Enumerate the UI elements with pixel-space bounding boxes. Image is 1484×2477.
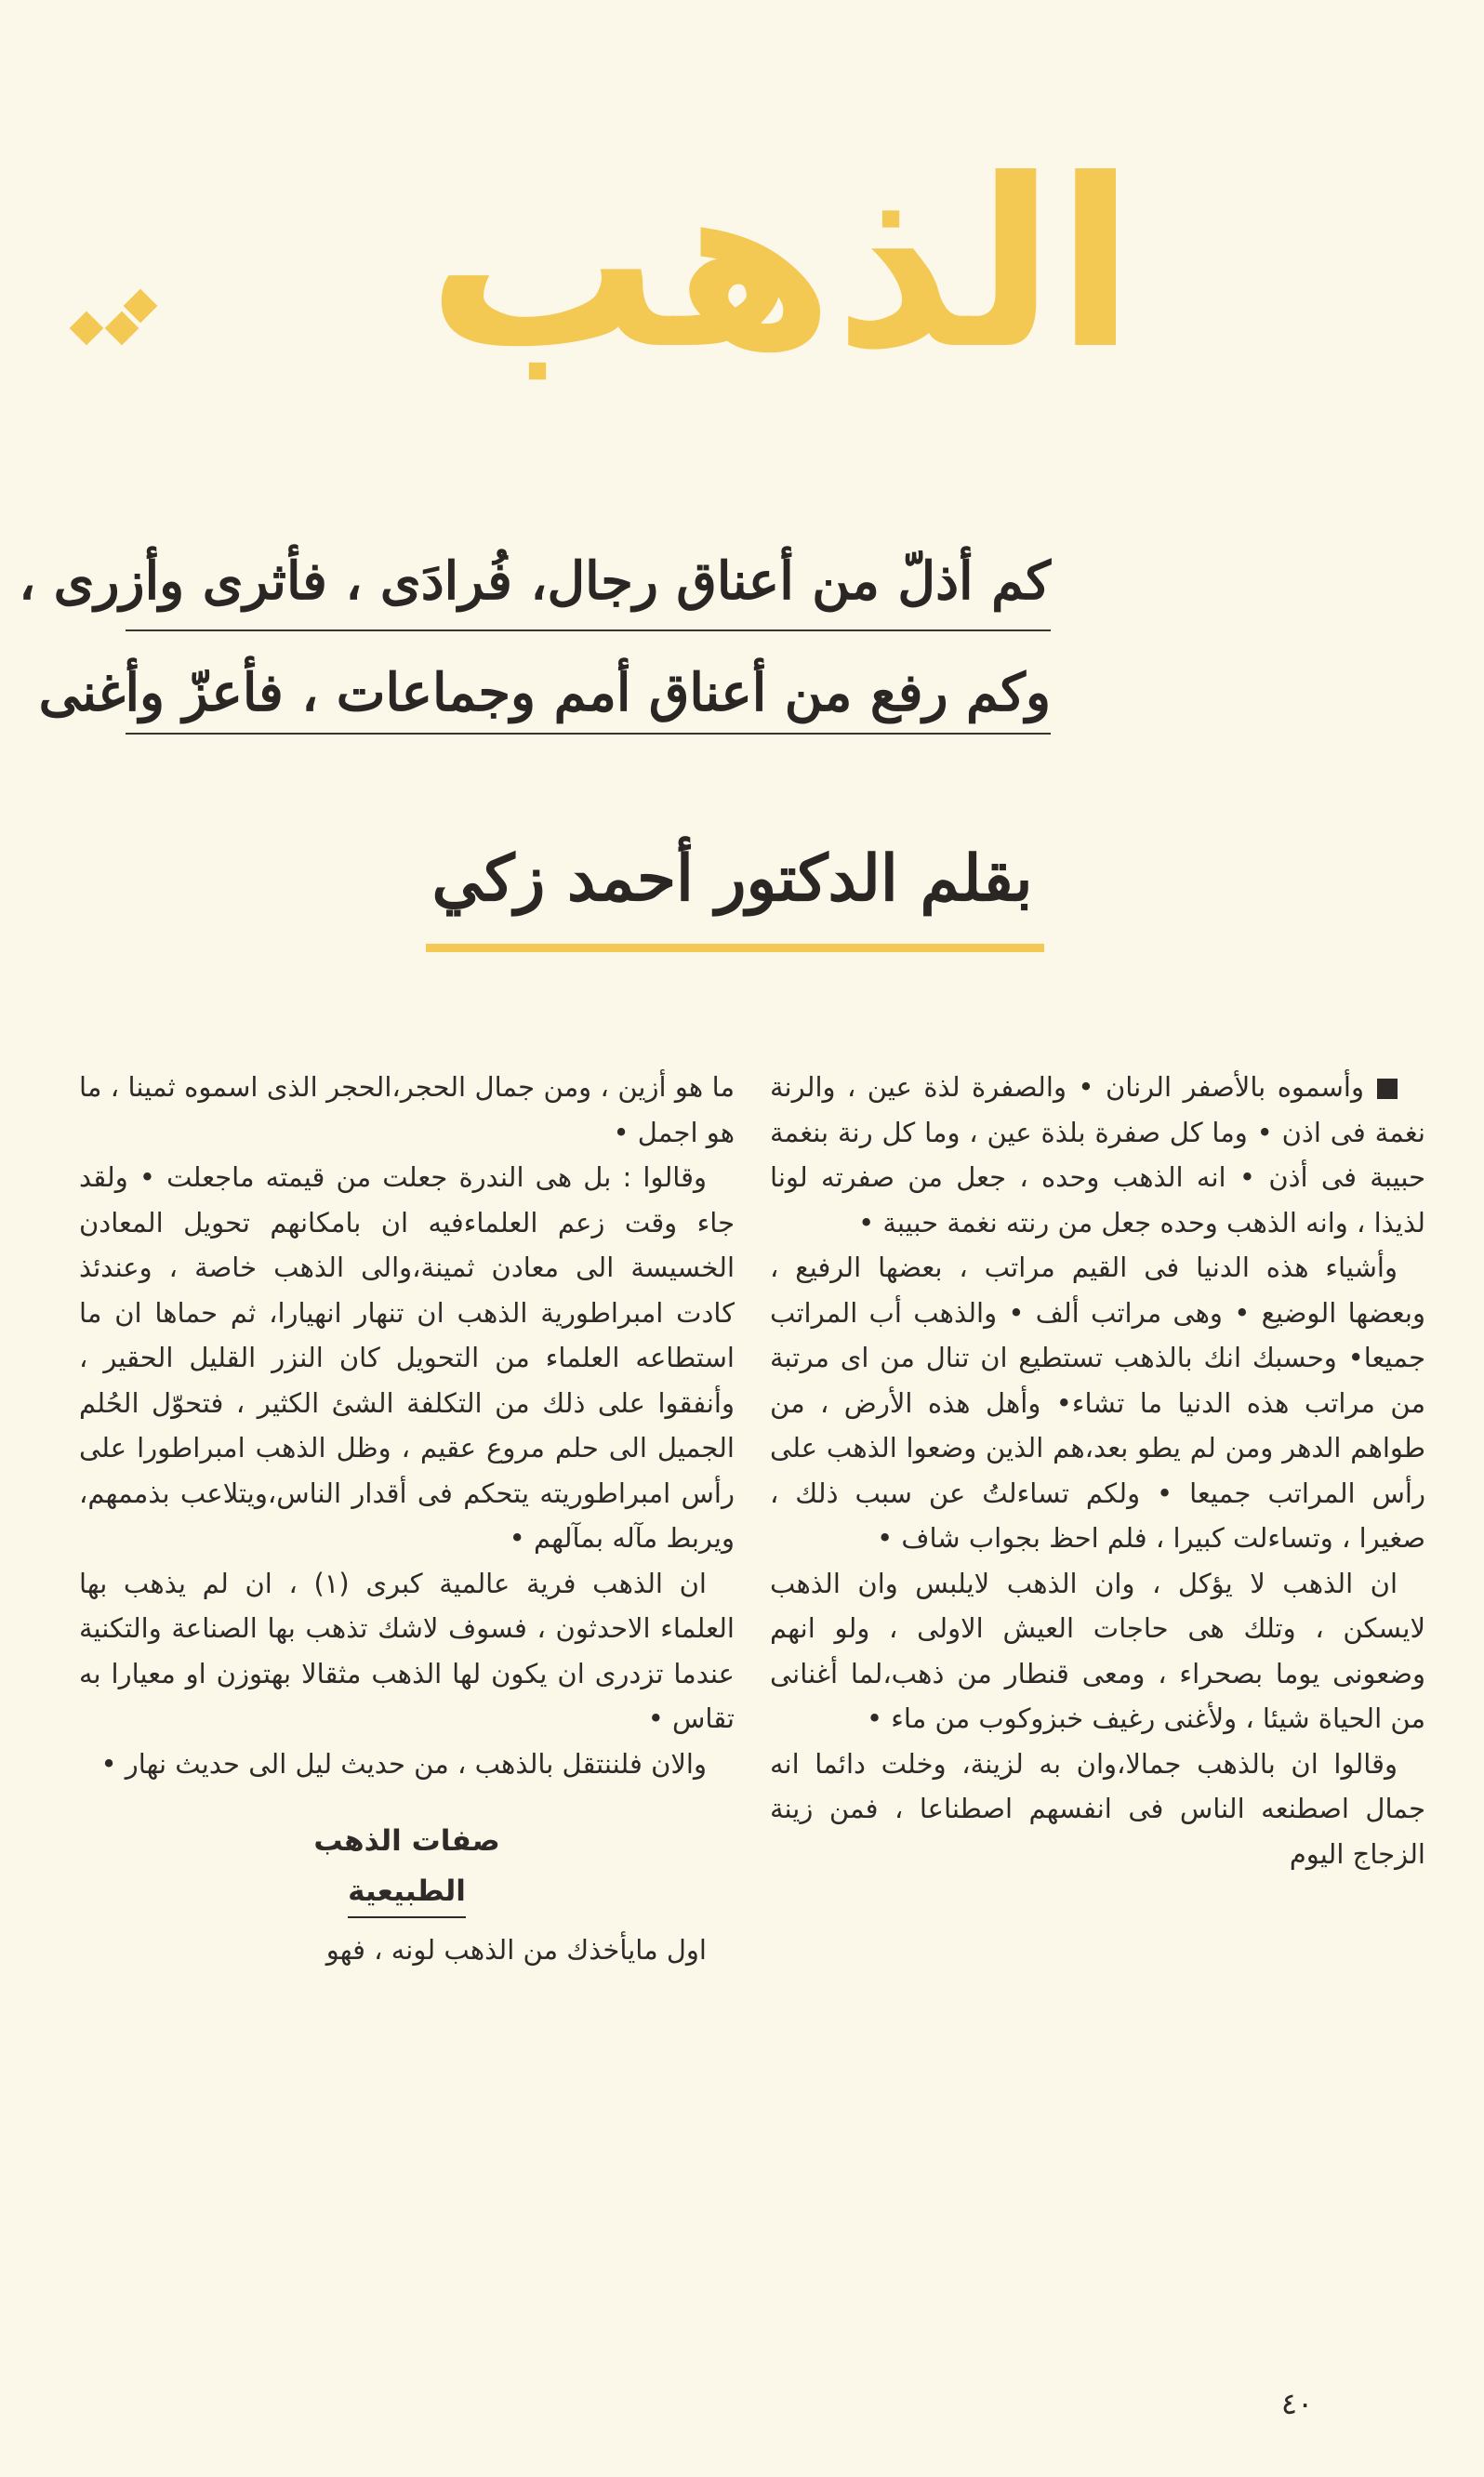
paragraph: وقالوا : بل هى الندرة جعلت من قيمته ماجعلت • ولقد جاء وقت زعم العلماءفيه ان بامكانهم تحويل المعادن الخسيسة الى معادن ثمينة،والى الذهب خاصة ، وعندئذ كادت امبراطورية الذهب ان تنهار انهيارا، ثم حماها ان ما استطاعه العلماء من التحويل كان النزر القليل الحقير ، وأنفقوا على ذلك من التكلفة الشئ الكثير ، فتحوّل الحُلم الجميل الى حلم مروع عقيم ، وظل الذهب امبراطورا على رأس امبراطوريته يتحكم فى أقدار الناس،ويتلاعب بذممهم، ويربط مآله بمآلهم • bbox=[79, 1161, 735, 1554]
epigraph-rule-2 bbox=[126, 733, 1051, 735]
title-ellipsis-dots bbox=[74, 298, 177, 353]
paragraph-marker-square bbox=[1377, 1079, 1398, 1099]
page-number: ٤٠ bbox=[1280, 2386, 1314, 2421]
paragraph: اول مايأخذك من الذهب لونه ، فهو bbox=[325, 1934, 707, 1966]
paragraph: ان الذهب فرية عالمية كبرى (١) ، ان لم يذهب بها العلماء الاحدثون ، فسوف لاشك تذهب بها الصناعة والتكنية عندما تزدرى ان يكون لها الذهب مثقالا بهتوزن او معيارا به تقاس • bbox=[79, 1567, 735, 1734]
paragraph: والان فلننتقل بالذهب ، من حديث ليل الى حديث نهار • bbox=[100, 1747, 707, 1780]
byline-underline bbox=[426, 944, 1044, 952]
section-subheading-wrap bbox=[79, 1866, 735, 1918]
section-subheading: الطبيعية bbox=[348, 1866, 466, 1918]
section-heading: صفات الذهب bbox=[313, 1824, 500, 1858]
right-text-column bbox=[770, 1065, 1425, 1876]
epigraph-rule-1 bbox=[126, 629, 1051, 631]
paragraph: وأسموه بالأصفر الرنان • والصفرة لذة عين ، والرنة نغمة فى اذن • وما كل صفرة بلذة عين ، وما كل رنة بنغمة حبيبة فى أذن • انه الذهب وحده ، جعل من صفرته لونا لذيذا ، وانه الذهب وحده جعل من رنته نغمة حبيبة • bbox=[770, 1071, 1425, 1238]
left-text-column bbox=[79, 1065, 735, 1973]
paragraph: ان الذهب لا يؤكل ، وان الذهب لايلبس وان الذهب لايسكن ، وتلك هى حاجات العيش الاولى ، ولو انهم وضعونى يوما بصحراء ، ومعى قنطار من ذهب،لما أغنانى من الحياة شيئا ، ولأغنى رغيف خبزوكوب من ماء • bbox=[770, 1567, 1425, 1734]
epigraph-line-1: كم أذلّ من أعناق رجال، فُرادَى ، فأثرى وأزرى ، bbox=[19, 550, 1051, 612]
epigraph-line-2: وكم رفع من أعناق أمم وجماعات ، فأعزّ وأغنى bbox=[38, 662, 1051, 723]
paragraph: وقالوا ان بالذهب جمالا،وان به لزينة، وخلت دائما انه جمال اصطنعه الناس فى انفسهم اصطناعا ، فمن زينة الزجاج اليوم bbox=[770, 1747, 1425, 1870]
paragraph: وأشياء هذه الدنيا فى القيم مراتب ، بعضها الرفيع ، وبعضها الوضيع • وهى مراتب ألف • والذهب أب المراتب جميعا• وحسبك انك بالذهب تستطيع ان تنال من اى مرتبة من مراتب هذه الدنيا ما تشاء• وأهل هذه الأرض ، من طواهم الدهر ومن لم يطو بعد،هم الذين وضعوا الذهب على رأس المراتب جميعا • ولكم تساءلتُ عن سبب ذلك ، صغيرا ، وتساءلت كبيرا ، فلم احظ بجواب شاف • bbox=[770, 1252, 1425, 1554]
article-title: الذهب bbox=[427, 129, 1135, 400]
author-byline: بقلم الدكتور أحمد زكي bbox=[431, 841, 1033, 916]
paragraph: ما هو أزين ، ومن جمال الحجر،الحجر الذى اسموه ثمينا ، ما هو اجمل • bbox=[79, 1071, 735, 1148]
